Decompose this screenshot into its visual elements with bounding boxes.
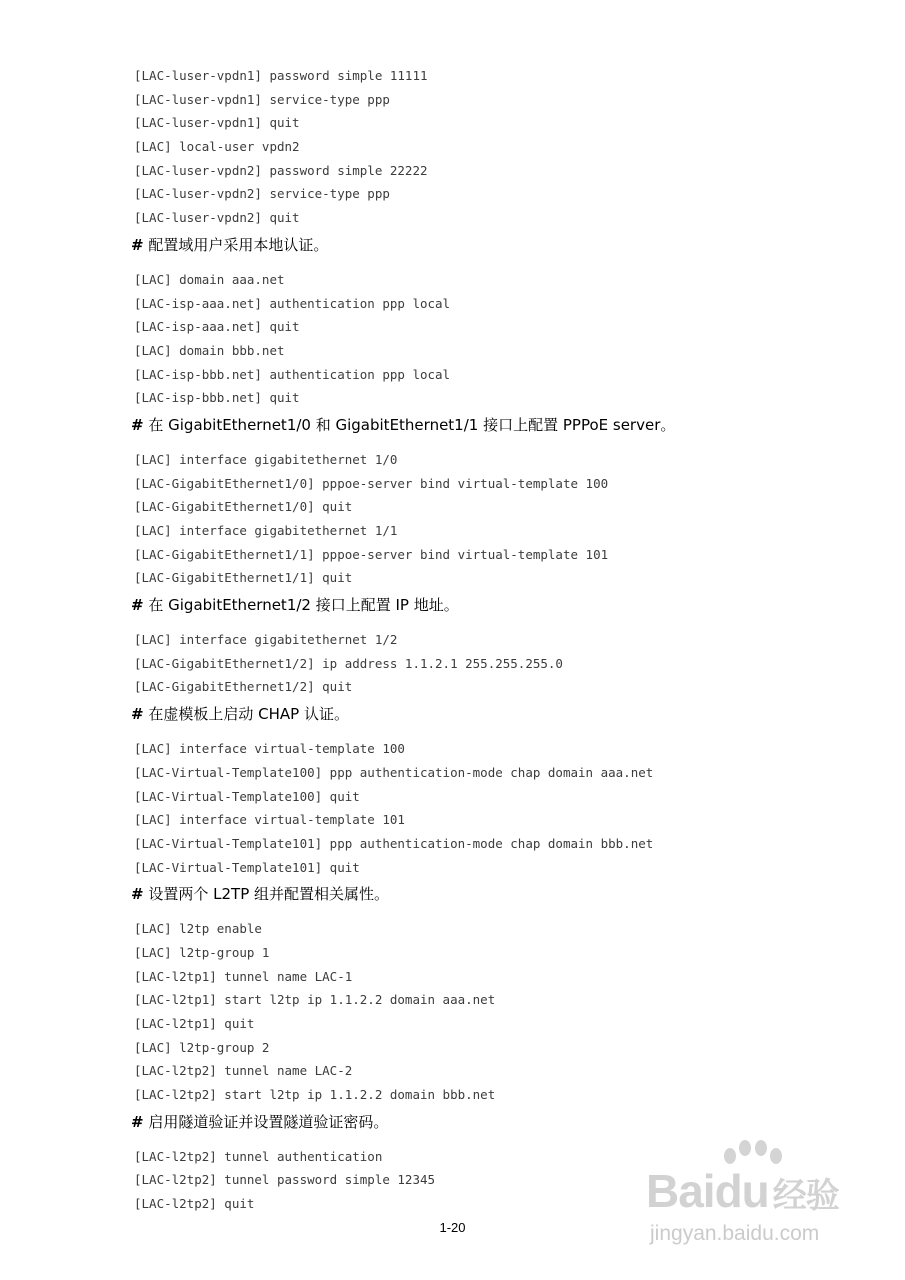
code-line: [LAC-luser-vpdn2] password simple 22222 xyxy=(134,162,428,178)
code-line: [LAC-l2tp1] start l2tp ip 1.1.2.2 domain aaa.net xyxy=(134,992,496,1008)
section-comment xyxy=(0,879,905,917)
section-comment xyxy=(0,699,905,737)
watermark-url: jingyan.baidu.com xyxy=(650,1222,820,1245)
code-line: [LAC-GigabitEthernet1/2] ip address 1.1.2.1 255.255.255.0 xyxy=(134,655,563,671)
code-line: [LAC-l2tp2] start l2tp ip 1.1.2.2 domain bbb.net xyxy=(134,1087,496,1103)
comment-marker: # xyxy=(131,415,144,434)
code-line: [LAC-l2tp2] tunnel name LAC-2 xyxy=(134,1063,353,1079)
code-line: [LAC-luser-vpdn1] password simple 11111 xyxy=(134,68,428,83)
code-line: [LAC-l2tp2] tunnel authentication xyxy=(134,1148,383,1164)
code-line: [LAC-isp-aaa.net] authentication ppp local xyxy=(134,295,451,311)
document-body xyxy=(0,64,905,1216)
comment-marker: # xyxy=(131,885,144,904)
code-line: [LAC-Virtual-Template101] ppp authentication-mode chap domain bbb.net xyxy=(134,835,654,851)
comment-text: 在 GigabitEthernet1/2 接口上配置 IP 地址。 xyxy=(148,596,459,615)
code-line: [LAC-luser-vpdn1] quit xyxy=(134,115,300,131)
code-line: [LAC-Virtual-Template100] quit xyxy=(134,788,360,804)
code-line: [LAC-isp-aaa.net] quit xyxy=(134,319,300,335)
code-line: [LAC-l2tp2] tunnel password simple 12345 xyxy=(134,1172,436,1188)
code-line: [LAC] l2tp-group 2 xyxy=(134,1039,270,1055)
comment-marker: # xyxy=(131,705,144,724)
code-line: [LAC-isp-bbb.net] quit xyxy=(134,390,300,406)
code-line: [LAC-Virtual-Template100] ppp authentication-mode chap domain aaa.net xyxy=(134,764,654,780)
code-line: [LAC] interface virtual-template 101 xyxy=(134,812,405,828)
comment-text: 启用隧道验证并设置隧道验证密码。 xyxy=(148,1112,389,1131)
watermark-logo xyxy=(646,1164,839,1218)
code-line: [LAC] domain aaa.net xyxy=(134,271,285,287)
comment-text: 配置域用户采用本地认证。 xyxy=(148,235,329,254)
code-line: [LAC-l2tp1] quit xyxy=(134,1016,255,1031)
code-line: [LAC] local-user vpdn2 xyxy=(134,139,300,155)
code-line: [LAC-luser-vpdn2] quit xyxy=(134,210,300,226)
code-line: [LAC] l2tp-group 1 xyxy=(134,944,270,960)
comment-marker: # xyxy=(131,235,144,254)
code-line: [LAC-Virtual-Template101] quit xyxy=(134,859,360,875)
comment-text: 在 GigabitEthernet1/0 和 GigabitEthernet1/1 接口上配置 PPPoE server。 xyxy=(148,415,676,434)
code-line: [LAC-GigabitEthernet1/2] quit xyxy=(134,679,353,695)
code-line: [LAC-luser-vpdn1] service-type ppp xyxy=(134,91,390,107)
code-line: [LAC] domain bbb.net xyxy=(134,342,285,358)
code-line: [LAC] interface gigabitethernet 1/2 xyxy=(134,632,398,648)
code-line: [LAC-GigabitEthernet1/1] quit xyxy=(134,570,353,586)
code-line: [LAC-l2tp1] tunnel name LAC-1 xyxy=(134,968,353,984)
watermark-logo-latin: Baidu xyxy=(646,1165,769,1217)
code-line: [LAC-GigabitEthernet1/0] quit xyxy=(134,499,353,515)
code-line: [LAC-GigabitEthernet1/0] pppoe-server bind virtual-template 100 xyxy=(134,475,609,491)
comment-marker: # xyxy=(131,1112,144,1131)
watermark-logo-cn: 经验 xyxy=(772,1177,839,1215)
section-comment xyxy=(0,230,905,268)
page-number: 1-20 xyxy=(439,1220,466,1235)
code-line: [LAC-luser-vpdn2] service-type ppp xyxy=(134,186,390,202)
code-line: [LAC] l2tp enable xyxy=(134,921,262,937)
code-line: [LAC] interface gigabitethernet 1/1 xyxy=(134,523,398,538)
code-line: [LAC-l2tp2] quit xyxy=(134,1196,255,1212)
comment-marker: # xyxy=(131,596,144,615)
baidu-jingyan-watermark xyxy=(638,1140,888,1260)
code-line: [LAC-GigabitEthernet1/1] pppoe-server bind virtual-template 101 xyxy=(134,546,609,562)
section-comment xyxy=(0,590,905,628)
comment-text: 设置两个 L2TP 组并配置相关属性。 xyxy=(148,885,390,904)
code-line: [LAC] interface gigabitethernet 1/0 xyxy=(134,451,398,467)
code-line: [LAC-isp-bbb.net] authentication ppp local xyxy=(134,366,451,382)
code-line: [LAC] interface virtual-template 100 xyxy=(134,741,405,757)
section-comment xyxy=(0,410,905,448)
comment-text: 在虚模板上启动 CHAP 认证。 xyxy=(148,705,349,724)
